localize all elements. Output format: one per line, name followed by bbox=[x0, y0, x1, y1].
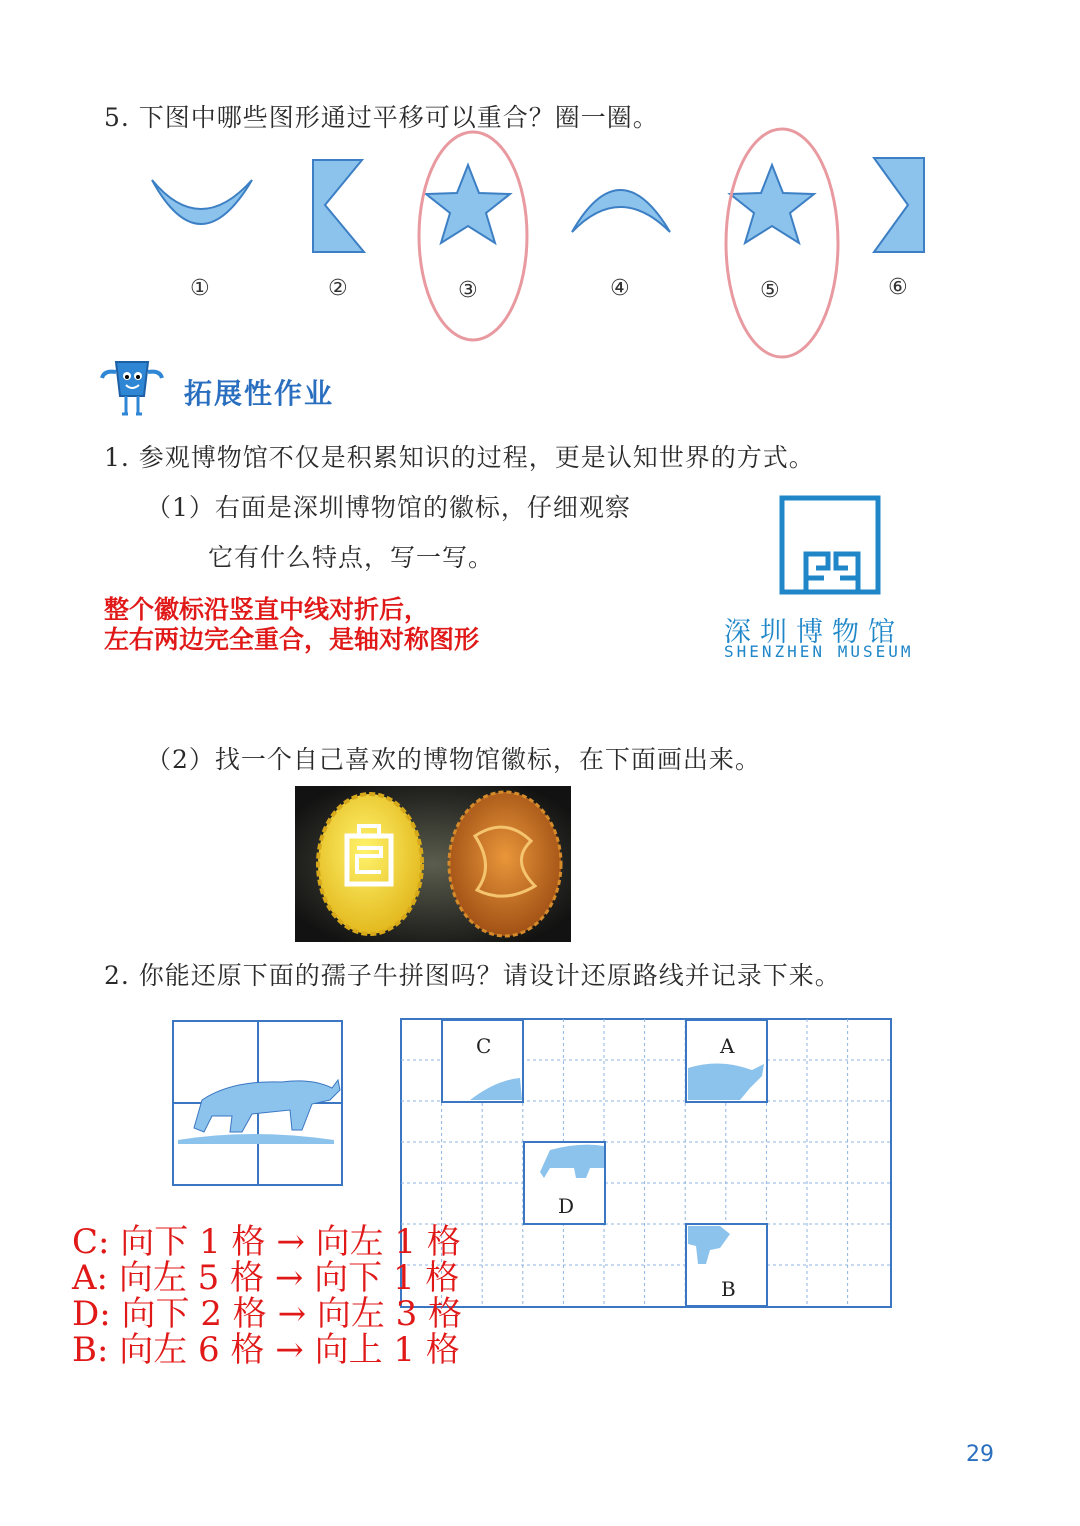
complete-bull-puzzle bbox=[172, 1020, 344, 1186]
shape-label-6: ⑥ bbox=[888, 275, 908, 300]
route-a: A: 向左 5 格 → 向下 1 格 bbox=[72, 1258, 460, 1298]
route-b: B: 向左 6 格 → 向上 1 格 bbox=[72, 1330, 460, 1370]
mascot-icon bbox=[98, 356, 168, 420]
shape-label-1: ① bbox=[190, 276, 210, 301]
notched-shape-2 bbox=[313, 160, 364, 252]
shape-label-2: ② bbox=[328, 276, 348, 301]
puzzle-grid bbox=[400, 1018, 894, 1312]
piece-b-label: B bbox=[721, 1277, 736, 1301]
circle-mark-3 bbox=[419, 132, 527, 340]
museum-logo bbox=[778, 494, 886, 598]
logo-chinese-name: 深圳博物馆 bbox=[724, 617, 904, 648]
crescent-shape-4 bbox=[572, 190, 670, 232]
logo-english-name: SHENZHEN MUSEUM bbox=[724, 642, 914, 661]
section-title: 拓展性作业 bbox=[184, 377, 335, 410]
circle-mark-5 bbox=[726, 129, 838, 357]
answer-line-2: 左右两边完全重合，是轴对称图形 bbox=[104, 625, 480, 654]
museum-badge-photo bbox=[295, 786, 571, 942]
piece-a-label: A bbox=[720, 1034, 735, 1058]
page-number: 29 bbox=[966, 1442, 994, 1467]
route-d: D: 向下 2 格 → 向左 3 格 bbox=[72, 1294, 463, 1334]
shapes-figure bbox=[0, 0, 1080, 360]
star-shape-5 bbox=[730, 165, 814, 243]
question-1-part2: （2）找一个自己喜欢的博物馆徽标，在下面画出来。 bbox=[146, 745, 761, 774]
question-1-part1-line1: （1）右面是深圳博物馆的徽标，仔细观察 bbox=[146, 493, 631, 522]
question-5-title: 5. 下图中哪些图形通过平移可以重合？圈一圈。 bbox=[104, 103, 659, 132]
star-shape-3 bbox=[426, 165, 510, 243]
question-1-part1-line2: 它有什么特点，写一写。 bbox=[208, 543, 495, 572]
piece-d-label: D bbox=[558, 1194, 575, 1218]
notched-shape-6 bbox=[874, 158, 924, 252]
crescent-shape-1 bbox=[152, 180, 252, 224]
shape-label-5: ⑤ bbox=[760, 278, 780, 303]
question-2-title: 2. 你能还原下面的孺子牛拼图吗？请设计还原路线并记录下来。 bbox=[104, 961, 841, 990]
shape-label-4: ④ bbox=[610, 276, 630, 301]
piece-c-label: C bbox=[476, 1034, 492, 1058]
route-c: C: 向下 1 格 → 向左 1 格 bbox=[72, 1222, 461, 1262]
answer-line-1: 整个徽标沿竖直中线对折后， bbox=[104, 595, 430, 624]
question-1-title: 1. 参观博物馆不仅是积累知识的过程，更是认知世界的方式。 bbox=[104, 443, 815, 472]
shape-label-3: ③ bbox=[458, 278, 478, 303]
